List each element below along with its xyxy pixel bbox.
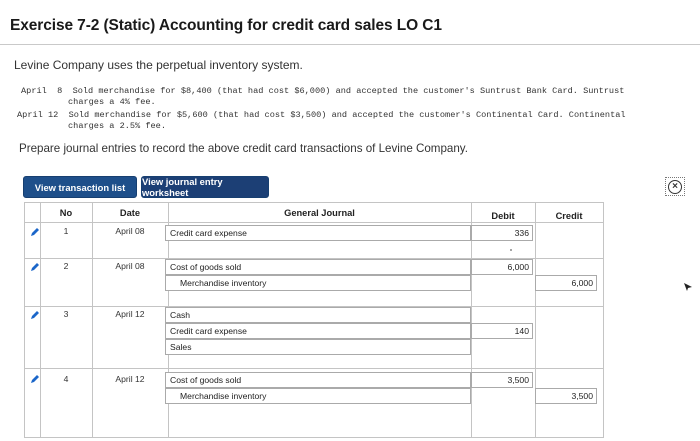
entry-3-no: 3	[63, 309, 69, 319]
entry-1-debit-1[interactable]: 336	[471, 225, 533, 241]
entry-4-account-2[interactable]: Merchandise inventory	[165, 388, 471, 404]
entry-4-date: April 12	[115, 374, 145, 384]
title-divider	[0, 44, 700, 45]
pencil-icon[interactable]	[30, 374, 40, 384]
problem-intro: Levine Company uses the perpetual inventory system.	[14, 58, 303, 72]
header-no: No	[59, 208, 73, 218]
transaction-2-line-2: charges a 2.5% fee.	[68, 121, 166, 131]
entry-4-no: 4	[63, 374, 69, 384]
header-date: Date	[119, 208, 141, 218]
page-title: Exercise 7-2 (Static) Accounting for credit card sales LO C1	[10, 17, 442, 34]
entry-3-date: April 12	[115, 309, 145, 319]
header-credit: Credit	[555, 211, 583, 221]
entry-2-no: 2	[63, 261, 69, 271]
transaction-1-line-2: charges a 4% fee.	[68, 97, 156, 107]
view-journal-entry-worksheet-button[interactable]: View journal entry worksheet	[141, 176, 269, 198]
entry-2-credit-2[interactable]: 6,000	[535, 275, 597, 291]
close-circle-icon: ×	[668, 180, 682, 194]
pencil-icon[interactable]	[30, 310, 40, 320]
header-general-journal: General Journal	[284, 208, 355, 218]
entry-1-account-1[interactable]: Credit card expense	[165, 225, 471, 241]
pencil-icon[interactable]	[30, 262, 40, 272]
general-journal-table	[24, 202, 604, 438]
entry-2-date: April 08	[115, 261, 145, 271]
transaction-2-line-1: April 12 Sold merchandise for $5,600 (that had cost $3,500) and accepted the customer's Continental Card. Continental	[17, 110, 626, 120]
entry-2-account-1[interactable]: Cost of goods sold	[165, 259, 471, 275]
entry-3-account-1[interactable]: Cash	[165, 307, 471, 323]
entry-4-credit-2[interactable]: 3,500	[535, 388, 597, 404]
pencil-icon[interactable]	[30, 227, 40, 237]
view-transaction-list-button[interactable]: View transaction list	[23, 176, 137, 198]
entry-3-account-3[interactable]: Sales	[165, 339, 471, 355]
transaction-1-line-1: April 8 Sold merchandise for $8,400 (that had cost $6,000) and accepted the customer's Suntrust Bank Card. Suntrust	[21, 86, 625, 96]
entry-4-account-1[interactable]: Cost of goods sold	[165, 372, 471, 388]
entry-3-debit-2[interactable]: 140	[471, 323, 533, 339]
header-debit: Debit	[491, 211, 515, 221]
arrow-cursor-icon	[684, 283, 692, 291]
entry-1-date: April 08	[115, 226, 145, 236]
entry-3-account-2[interactable]: Credit card expense	[165, 323, 471, 339]
entry-1-no: 1	[63, 226, 69, 236]
entry-2-debit-1[interactable]: 6,000	[471, 259, 533, 275]
instruction-text: Prepare journal entries to record the above credit card transactions of Levine Company.	[19, 142, 468, 155]
close-button[interactable]	[665, 177, 685, 196]
entry-4-debit-1[interactable]: 3,500	[471, 372, 533, 388]
entry-2-account-2[interactable]: Merchandise inventory	[165, 275, 471, 291]
